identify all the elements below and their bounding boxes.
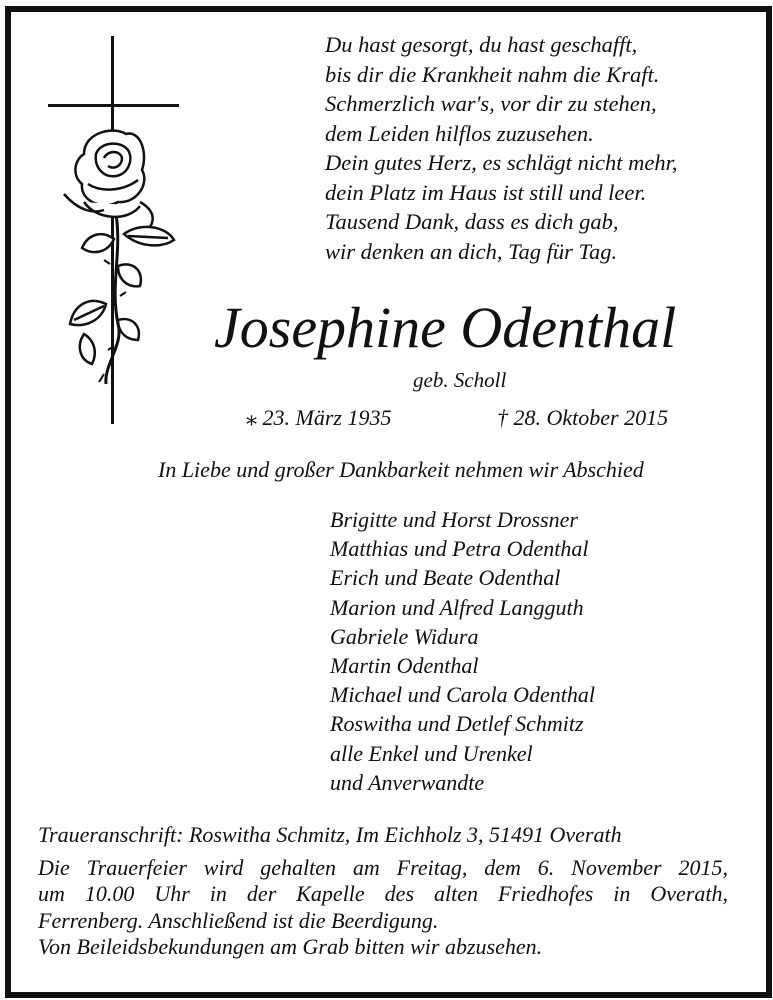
mourner-item: Marion und Alfred Langguth: [330, 594, 584, 620]
birth-name: geb. Scholl: [413, 368, 507, 392]
farewell-line: In Liebe und großer Dankbarkeit nehmen wir Abschied: [158, 457, 644, 482]
mourner-item: Brigitte und Horst Drossner: [330, 507, 578, 532]
mourner-item: Matthias und Petra Odenthal: [330, 536, 589, 562]
poem-line: Schmerzlich war's, vor dir zu stehen,: [325, 91, 657, 116]
ceremony-line: Ferrenberg. Anschließend ist die Beerdigung.: [38, 907, 439, 933]
poem-line: Du hast gesorgt, du hast geschafft,: [325, 32, 638, 57]
mourning-address: Traueranschrift: Roswitha Schmitz, Im Eichholz 3, 51491 Overath: [38, 822, 622, 847]
mourner-item: Martin Odenthal: [330, 653, 479, 679]
mourners-list: [330, 505, 750, 797]
condolences-note: Von Beileidsbekundungen am Grab bitten wir abzusehen.: [38, 934, 543, 959]
mourner-item: Michael und Carola Odenthal: [330, 682, 595, 708]
mourner-item: Roswitha und Detlef Schmitz: [330, 711, 584, 737]
mourner-item: und Anverwandte: [330, 769, 485, 795]
ceremony-line: Die Trauerfeier wird gehalten am Freitag, dem 6. November 2015,: [38, 854, 728, 880]
deceased-name: Josephine Odenthal: [214, 295, 677, 360]
poem: [325, 30, 745, 266]
poem-line: wir denken an dich, Tag für Tag.: [325, 238, 618, 264]
death-date: † 28. Oktober 2015: [497, 405, 669, 430]
poem-line: dem Leiden hilflos zuzusehen.: [325, 120, 594, 146]
poem-line: Dein gutes Herz, es schlägt nicht mehr,: [325, 150, 678, 175]
ceremony-line: um 10.00 Uhr in der Kapelle des alten Friedhofes in Overath,: [38, 881, 728, 906]
mourner-item: Erich und Beate Odenthal: [330, 565, 561, 591]
mourner-item: alle Enkel und Urenkel: [330, 740, 533, 766]
footer-info: [38, 822, 738, 961]
birth-date: ⁎ 23. März 1935: [246, 405, 392, 430]
poem-line: bis dir die Krankheit nahm die Kraft.: [325, 61, 660, 87]
poem-line: Tausend Dank, dass es dich gab,: [325, 209, 619, 234]
cross-with-rose-icon: [44, 34, 184, 429]
mourner-item: Gabriele Widura: [330, 623, 479, 649]
poem-line: dein Platz im Haus ist still und leer.: [325, 179, 647, 205]
